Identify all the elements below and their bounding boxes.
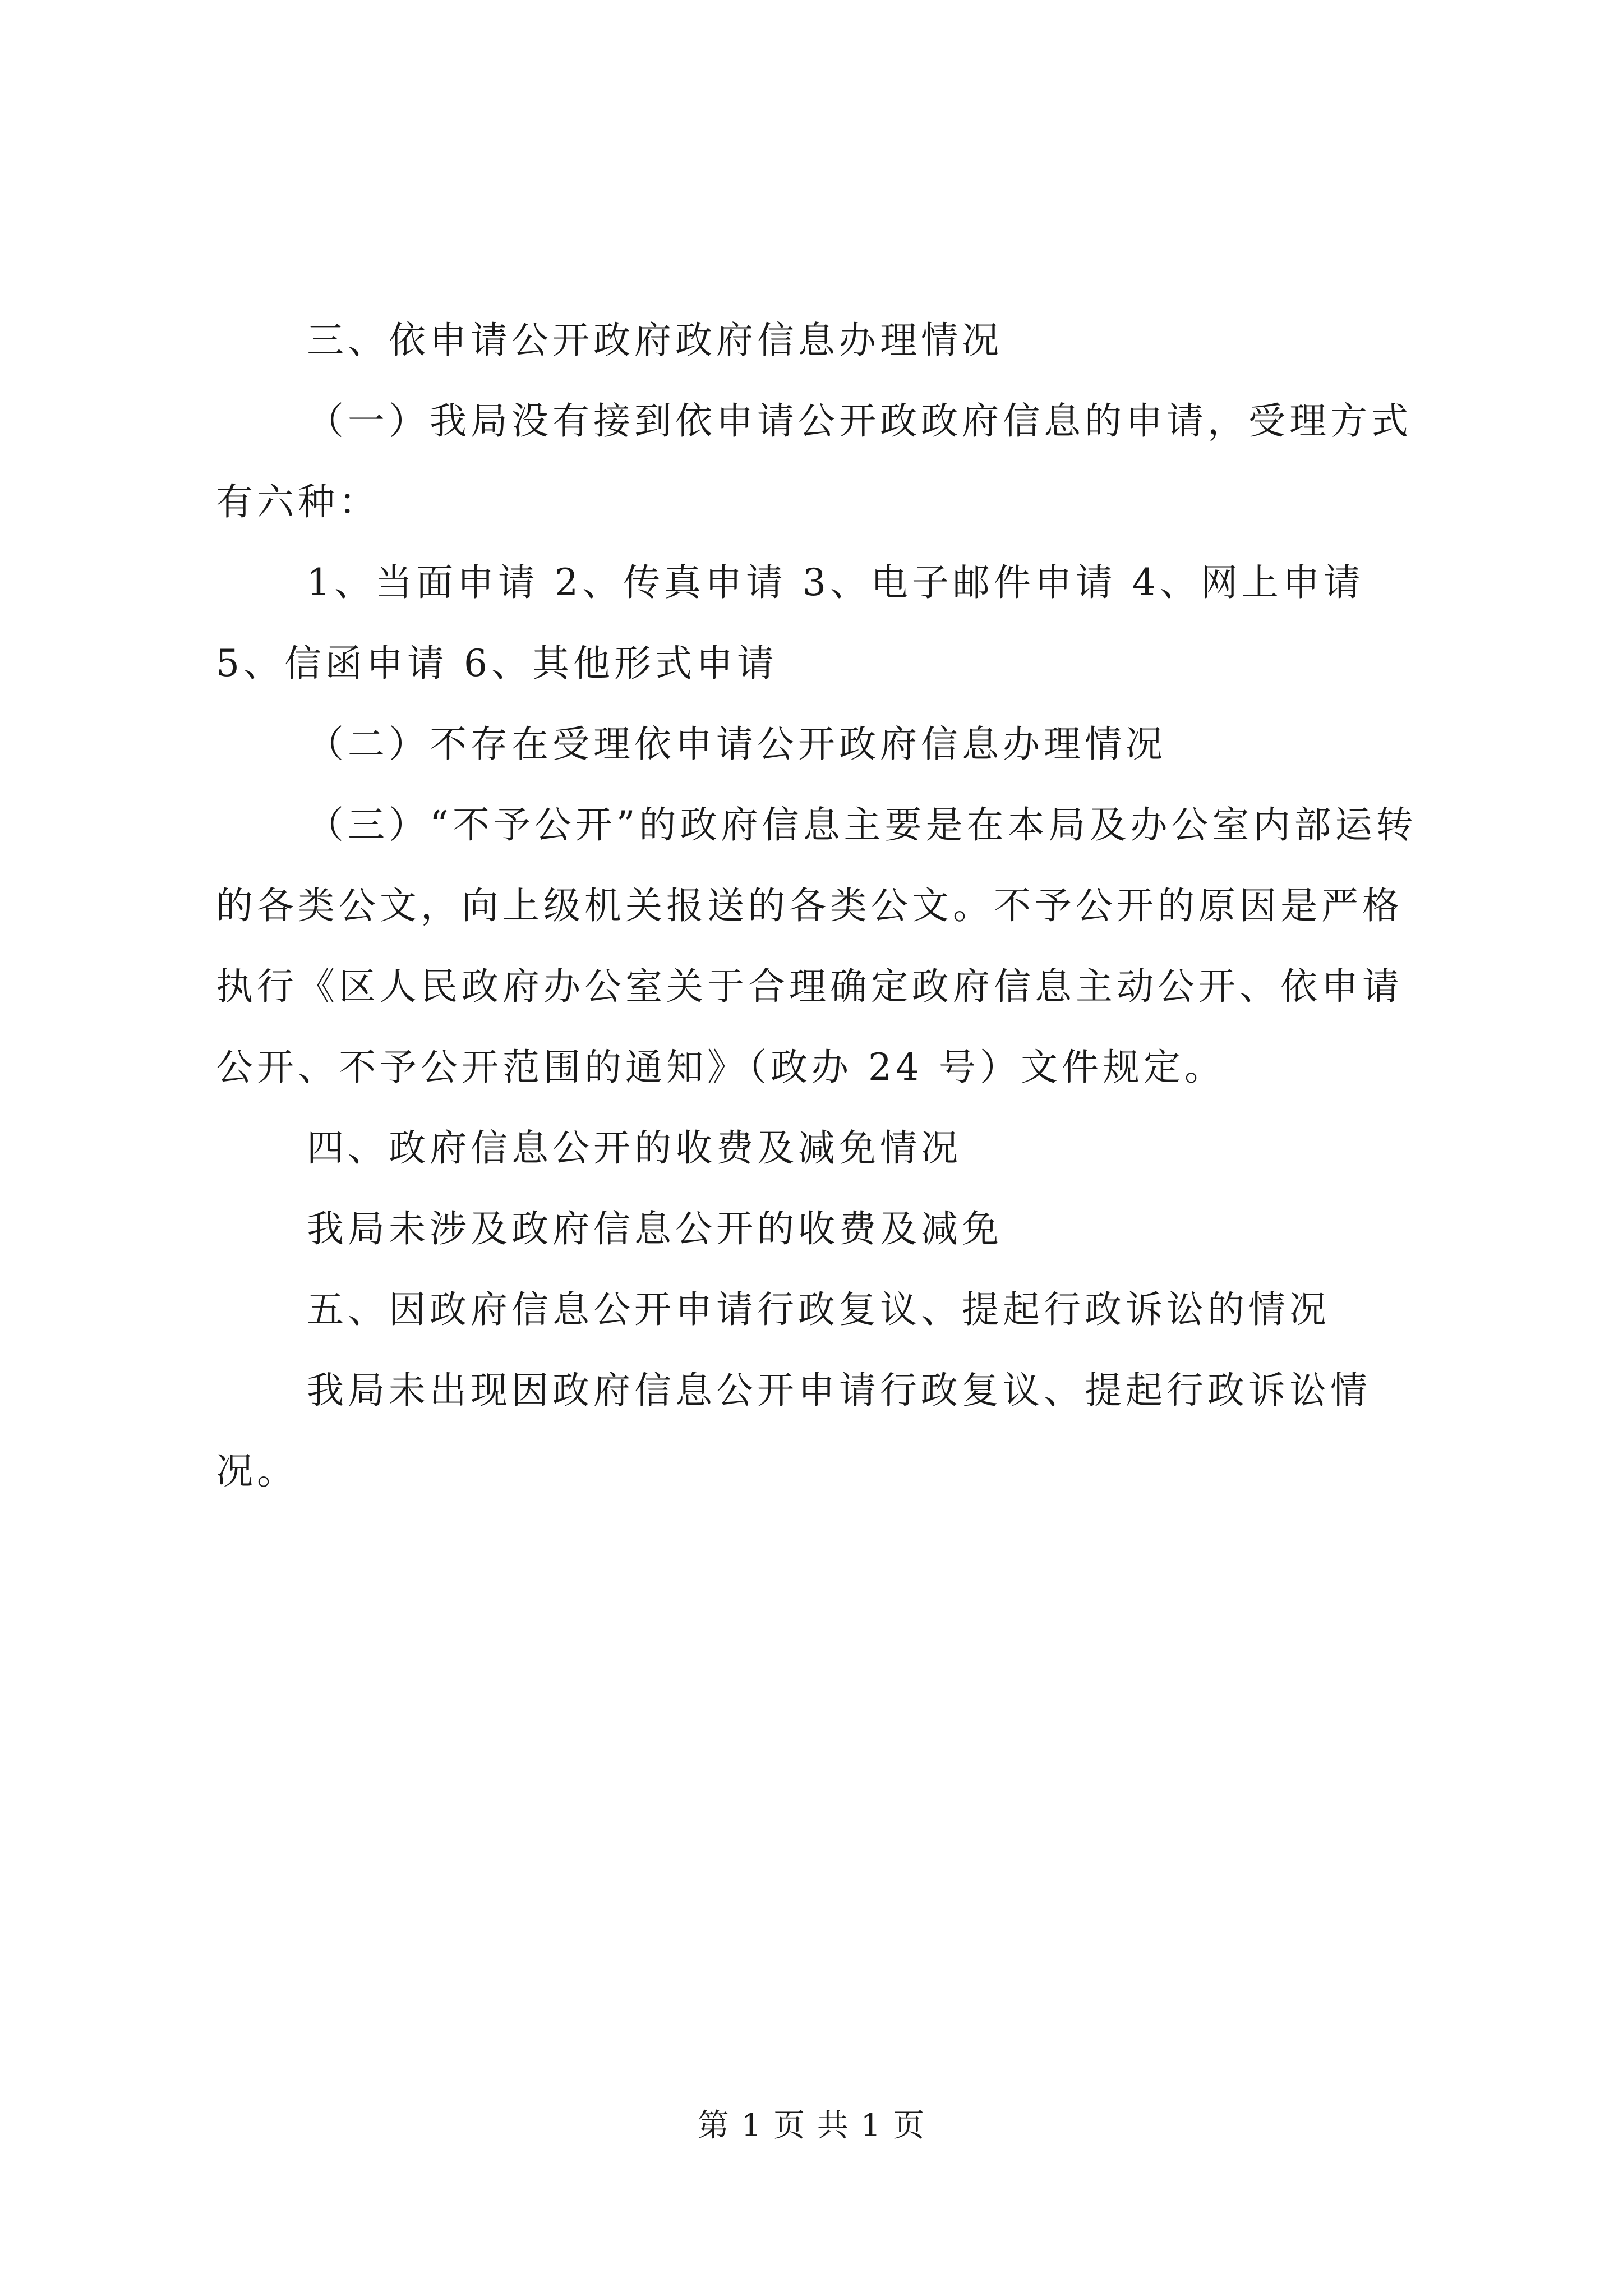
paragraph-no-requests: （二）不存在受理依申请公开政府信息办理情况	[307, 723, 1166, 766]
document-body	[216, 300, 1433, 1512]
paragraph-application-methods: （一）我局没有接到依申请公开政政府信息的申请，受理方式有六种：	[216, 399, 1412, 523]
section-heading-4: 四、政府信息公开的收费及减免情况	[307, 1126, 962, 1170]
section-heading-3: 三、依申请公开政府政府信息办理情况	[307, 319, 1003, 362]
paragraph-method-list: 1、当面申请 2、传真申请 3、电子邮件申请 4、网上申请 5、信函申请 6、其他形式申请	[216, 561, 1364, 685]
page-footer: 第 1 页 共 1 页	[697, 2108, 926, 2144]
paragraph-fees: 我局未涉及政府信息公开的收费及减免	[307, 1207, 1003, 1250]
section-heading-5: 五、因政府信息公开申请行政复议、提起行政诉讼的情况	[307, 1288, 1330, 1331]
paragraph-not-disclosed: （三）“不予公开”的政府信息主要是在本局及办公室内部运转的各类公文，向上级机关报送的各类公文。不予公开的原因是严格执行《区人民政府办公室关于合理确定政府信息主动公开、依申请公开、不予公开范围的通知》（政办 24 号）文件规定。	[216, 803, 1417, 1089]
paragraph-review-litigation: 我局未出现因政府信息公开申请行政复议、提起行政诉讼情况。	[216, 1369, 1371, 1493]
